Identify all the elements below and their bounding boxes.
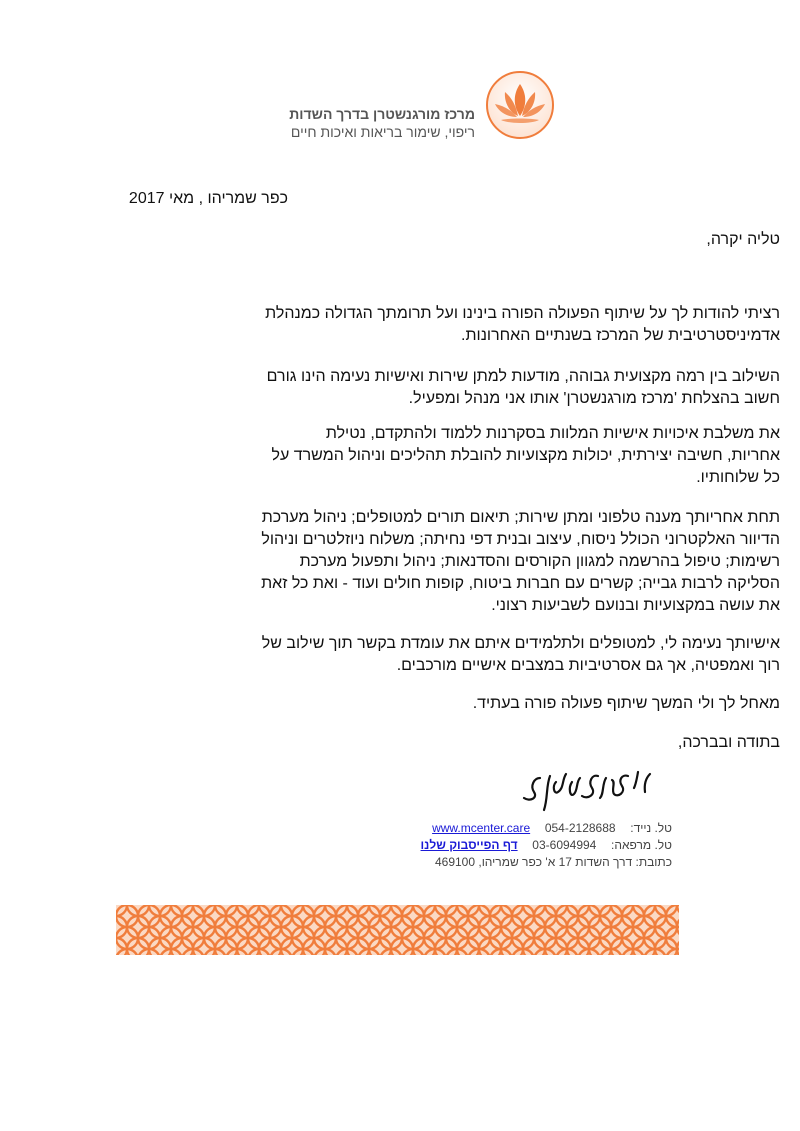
contact-row-mobile	[421, 820, 672, 837]
paragraph-line: רוך ואמפטיה, אך גם אסרטיביות במצבים אישיים מורכבים.	[396, 657, 780, 674]
paragraph-line: את עושה במקצועיות ובנועם לשביעות רצוני.	[491, 597, 780, 614]
contact-row-address	[421, 854, 672, 871]
paragraph-2	[100, 366, 780, 410]
contact-details	[421, 820, 672, 871]
clinic-label: טל. מרפאה:	[611, 838, 672, 852]
mobile-number: 054-2128688	[544, 821, 616, 835]
paragraph-1	[100, 303, 780, 347]
paragraph-line: הדיוור האלקטרוני הכולל ניסוח, עיצוב ובנית דפי נחיתה; משלוח ניוזלטרים וניהול	[261, 531, 780, 548]
organization-tagline: ריפוי, שימור בריאות ואיכות חיים	[290, 124, 475, 140]
paragraph-line: הסליקה לרבות גבייה; קשרים עם חברות ביטוח, קופות חולים ועוד - ואת כל זאת	[261, 575, 780, 592]
paragraph-line: את משלבת איכויות אישיות המלוות בסקרנות ללמוד ולהתקדם, נטילת	[325, 425, 780, 442]
paragraph-3	[100, 423, 780, 489]
letter-closing: בתודה ובברכה,	[677, 734, 780, 751]
mobile-label: טל. נייד:	[630, 821, 672, 835]
paragraph-line: אחריות, חשיבה יצירתית, יכולות מקצועיות להובלת תהליכים וניהול המשרד על	[271, 447, 780, 464]
paragraph-line: רשימות; טיפול בהרשמה למגוון הקורסים והסדנאות; ניהול ותפעול מערכת	[299, 553, 780, 570]
letter-date: כפר שמריהו , מאי 2017	[128, 190, 288, 207]
address-label: כתובת:	[635, 855, 672, 869]
paragraph-line: תחת אחריותך מענה טלפוני ומתן שירות; תיאום תורים למטופלים; ניהול מערכת	[261, 509, 780, 526]
contact-row-clinic	[421, 837, 672, 854]
paragraph-line: אישיותך נעימה לי, למטופלים ולתלמידים איתם את עומדת בקשר תוך שילוב של	[261, 635, 780, 652]
paragraph-line: מאחל לך ולי המשך שיתוף פעולה פורה בעתיד.	[472, 695, 780, 712]
website-link[interactable]: www.mcenter.care	[432, 821, 531, 835]
decorative-footer-pattern	[116, 905, 679, 955]
handwritten-signature	[518, 764, 658, 814]
lotus-flower-icon	[485, 70, 555, 140]
paragraph-line: חשוב בהצלחת 'מרכז מורגנשטרן' אותו אני מנהל ומפעיל.	[408, 390, 780, 407]
clinic-number: 03-6094994	[532, 838, 597, 852]
address-zip: 469100	[434, 855, 476, 869]
organization-name: מרכז מורגנשטרן בדרך השדות	[289, 106, 475, 122]
letter-greeting: טליה יקרה,	[706, 231, 780, 248]
paragraph-line: אדמיניסטרטיבית של המרכז בשנתיים האחרונות.	[461, 327, 780, 344]
paragraph-line: השילוב בין רמה מקצועית גבוהה, מודעות למתן שירות ואישיות נעימה הינו גורם	[266, 368, 780, 385]
paragraph-4	[100, 507, 780, 617]
paragraph-5	[100, 633, 780, 677]
address-text: דרך השדות 17 א' כפר שמריהו,	[478, 855, 633, 869]
paragraph-line: רציתי להודות לך על שיתוף הפעולה הפורה בינינו ועל תרומתך הגדולה כמנהלת	[265, 305, 780, 322]
paragraph-line: כל שלוחותיו.	[696, 469, 780, 486]
facebook-link[interactable]: דף הפייסבוק שלנו	[420, 838, 518, 852]
paragraph-6	[100, 693, 780, 715]
